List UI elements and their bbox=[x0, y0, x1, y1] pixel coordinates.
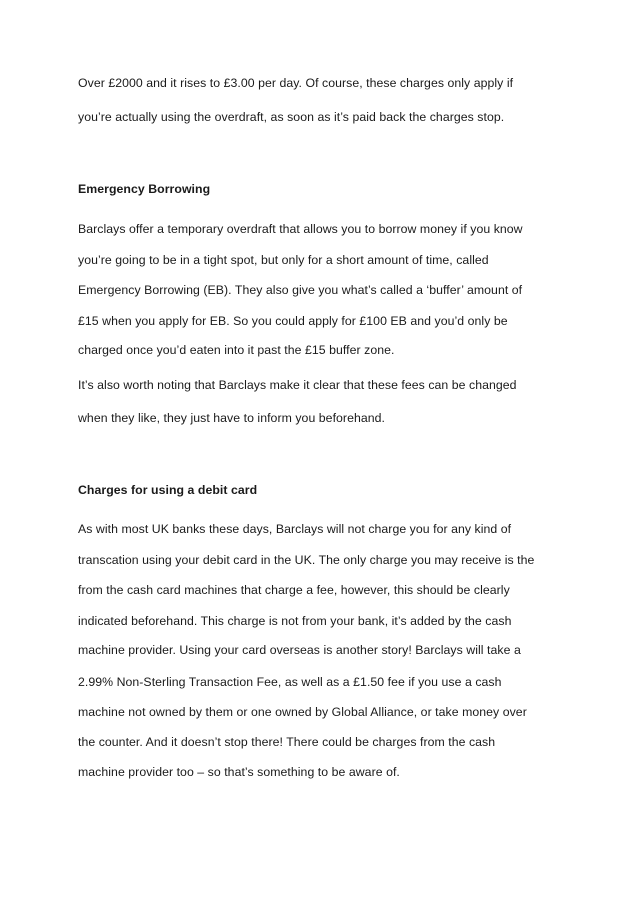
section-heading-debit-card-charges: Charges for using a debit card bbox=[78, 483, 258, 497]
emergency-para1-line-2: you’re going to be in a tight spot, but only for a short amount of time, called bbox=[78, 253, 489, 267]
emergency-para2-line-2: when they like, they just have to inform you beforehand. bbox=[78, 411, 385, 425]
debit-para1-line-6: 2.99% Non-Sterling Transaction Fee, as well as a £1.50 fee if you use a cash bbox=[78, 675, 502, 689]
debit-para1-line-9: machine provider too – so that’s something to be aware of. bbox=[78, 765, 400, 779]
debit-para1-line-7: machine not owned by them or one owned by Global Alliance, or take money over bbox=[78, 705, 527, 719]
emergency-para1-line-3: Emergency Borrowing (EB). They also give you what’s called a ‘buffer’ amount of bbox=[78, 283, 523, 297]
emergency-para1-line-1: Barclays offer a temporary overdraft that allows you to borrow money if you know bbox=[78, 222, 523, 236]
emergency-para1-line-4: £15 when you apply for EB. So you could apply for £100 EB and you’d only be bbox=[78, 314, 508, 328]
debit-para1-line-1: As with most UK banks these days, Barclays will not charge you for any kind of bbox=[78, 522, 512, 536]
emergency-para2-line-1: It’s also worth noting that Barclays make it clear that these fees can be changed bbox=[78, 378, 517, 392]
intro-line-2: you’re actually using the overdraft, as soon as it’s paid back the charges stop. bbox=[78, 110, 505, 124]
debit-para1-line-4: indicated beforehand. This charge is not from your bank, it’s added by the cash bbox=[78, 614, 512, 628]
debit-para1-line-8: the counter. And it doesn’t stop there! There could be charges from the cash bbox=[78, 735, 496, 749]
intro-line-1: Over £2000 and it rises to £3.00 per day. Of course, these charges only apply if bbox=[78, 76, 514, 90]
debit-para1-line-3: from the cash card machines that charge a fee, however, this should be clearly bbox=[78, 583, 510, 597]
section-heading-emergency-borrowing: Emergency Borrowing bbox=[78, 182, 211, 196]
debit-para1-line-2: transcation using your debit card in the UK. The only charge you may receive is the bbox=[78, 553, 535, 567]
emergency-para1-line-5: charged once you’d eaten into it past the £15 buffer zone. bbox=[78, 343, 395, 357]
debit-para1-line-5: machine provider. Using your card overseas is another story! Barclays will take a bbox=[78, 643, 521, 657]
